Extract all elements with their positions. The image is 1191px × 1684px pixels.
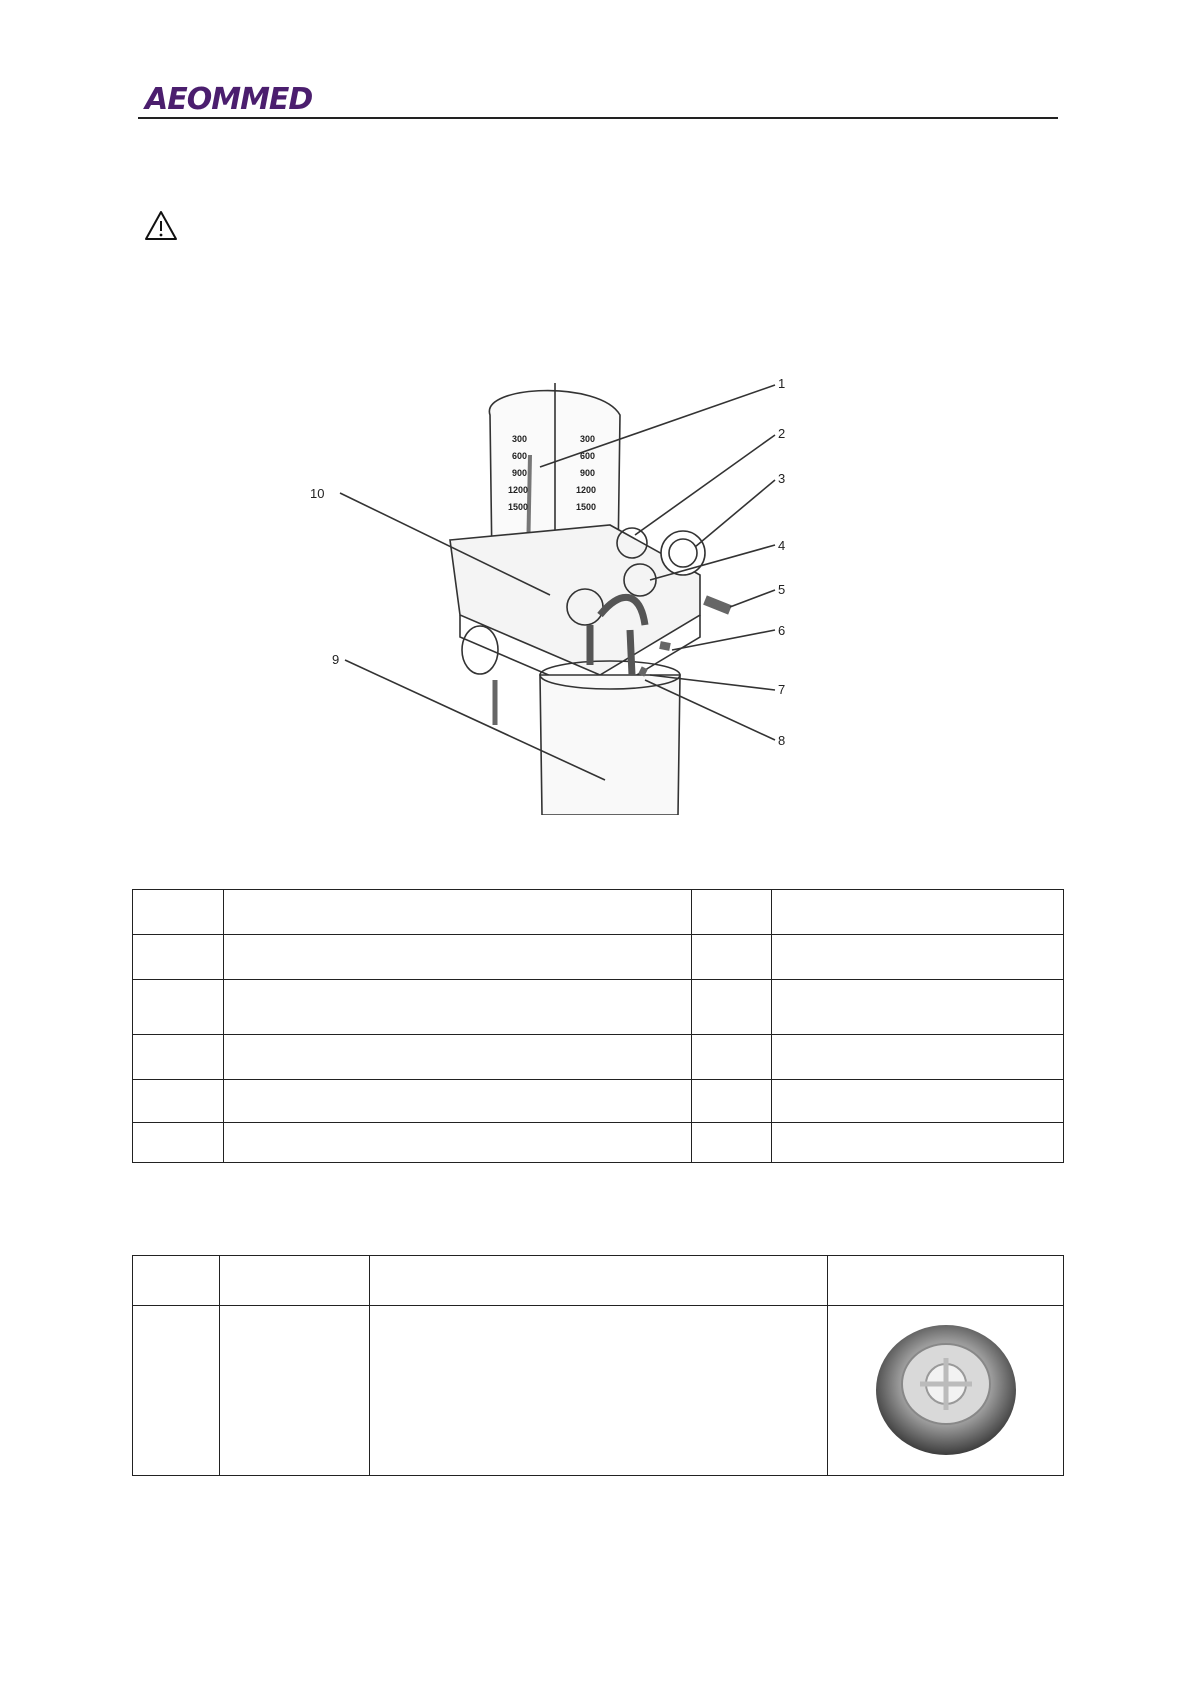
scale-right-1200: 1200 [576,485,597,495]
callout-9: 9 [332,652,340,667]
warning-triangle-icon [144,210,178,242]
scale-right-300: 300 [580,434,596,444]
header-rule [138,117,1058,119]
callout-8: 8 [778,733,786,748]
callout-4: 4 [778,538,786,553]
accessory-table [132,1255,1064,1476]
table-row [133,1035,1064,1080]
scale-left-300: 300 [512,434,528,444]
callout-10: 10 [310,486,325,501]
valve-dome-photo [871,1318,1021,1458]
scale-right-1500: 1500 [576,502,597,512]
callout-3: 3 [778,471,786,486]
table-row [133,1306,1064,1476]
scale-right-600: 600 [580,451,596,461]
scale-left-600: 600 [512,451,528,461]
table-row [133,935,1064,980]
table-row [133,1256,1064,1306]
table-row [133,980,1064,1035]
absorber-diagram [300,375,860,815]
callout-1: 1 [778,376,786,391]
scale-left-1200: 1200 [508,485,529,495]
table-row [133,890,1064,935]
scale-right-900: 900 [580,468,596,478]
callout-7: 7 [778,682,786,697]
brand-logo: AEOMMED [145,82,313,117]
table-row [133,1080,1064,1123]
callout-6: 6 [778,623,786,638]
parts-table [132,889,1064,1163]
scale-left-900: 900 [512,468,528,478]
table-row [133,1123,1064,1163]
callout-5: 5 [778,582,786,597]
callout-2: 2 [778,426,786,441]
scale-left-1500: 1500 [508,502,529,512]
